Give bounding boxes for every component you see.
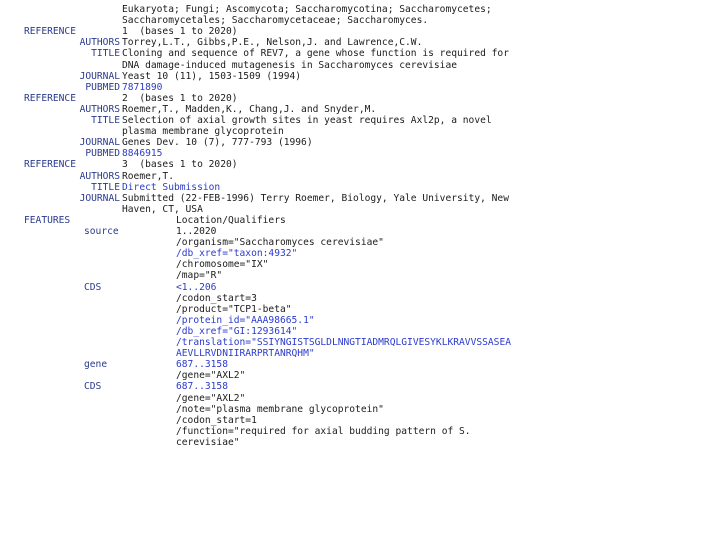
field-value: Haven, CT, USA [122,203,203,215]
field-value: 1 (bases 1 to 2020) [122,26,238,38]
record-line [0,82,720,93]
field-link[interactable]: /db_xref="GI:1293614" [176,325,298,337]
record-line [0,259,720,270]
record-line [0,359,720,370]
field-value: /function="required for axial budding pattern of S. [176,425,471,437]
record-line [0,93,720,104]
field-value: /product="TCP1-beta" [176,303,292,315]
field-link[interactable]: /translation="SSIYNGISTSGLDLNNGTIADMRQLGIVESYKLKRAVVSSASEA [176,337,512,348]
field-key: source [84,226,119,237]
record-line [0,182,720,193]
field-key: TITLE [91,181,120,193]
record-line [0,237,720,248]
record-line [0,104,720,115]
field-key: AUTHORS [79,170,120,182]
field-value: Saccharomycetales; Saccharomycetaceae; Saccharomyces. [122,15,429,27]
field-value: /gene="AXL2" [176,392,246,404]
record-line [0,71,720,82]
record-line [0,193,720,204]
field-value: 2 (bases 1 to 2020) [122,92,238,104]
field-link[interactable]: 687..3158 [176,381,228,393]
field-value: Torrey,L.T., Gibbs,P.E., Nelson,J. and Lawrence,C.W. [122,37,423,49]
record-line [0,437,720,448]
record-line [0,171,720,182]
record-line [0,215,720,226]
field-value: /codon_start=3 [176,292,257,304]
record-line [0,137,720,148]
field-link[interactable]: 7871890 [122,81,163,93]
record-line [0,337,720,348]
record-line [0,226,720,237]
record-line [0,348,720,359]
record-line [0,26,720,37]
record-line [0,248,720,259]
field-value: /map="R" [176,270,223,282]
field-key: JOURNAL [79,192,120,204]
field-link[interactable]: /db_xref="taxon:4932" [176,248,298,260]
field-key: AUTHORS [79,103,120,115]
field-key: JOURNAL [79,70,120,82]
field-link[interactable]: 8846915 [122,148,163,160]
record-line [0,15,720,26]
record-line [0,148,720,159]
field-value: 1..2020 [176,226,217,237]
field-key: REFERENCE [24,26,76,38]
field-link[interactable]: 687..3158 [176,359,228,371]
field-key: PUBMED [85,81,120,93]
field-key: TITLE [91,48,120,60]
record-line [0,426,720,437]
field-value: Roemer,T. [122,170,174,182]
record-line [0,370,720,381]
field-link[interactable]: AEVLLRVDNIIRARPRTANRQHM" [176,348,315,360]
field-link[interactable]: <1..206 [176,281,217,293]
field-value: /codon_start=1 [176,414,257,426]
record-line [0,326,720,337]
field-key: JOURNAL [79,137,120,149]
field-key: REFERENCE [24,159,76,171]
record-line [0,60,720,71]
record-line [0,48,720,59]
field-value: Cloning and sequence of REV7, a gene whose function is required for [122,48,509,60]
field-value: Location/Qualifiers [176,214,286,226]
field-key: PUBMED [85,148,120,160]
field-key: AUTHORS [79,37,120,49]
field-value: Genes Dev. 10 (7), 777-793 (1996) [122,137,313,149]
record-line [0,37,720,48]
field-value: cerevisiae" [176,436,240,448]
record-line [0,381,720,392]
record-line [0,270,720,281]
field-value: plasma membrane glycoprotein [122,126,284,138]
record-line [0,415,720,426]
record-line [0,282,720,293]
field-key: CDS [84,381,102,393]
record-line [0,293,720,304]
field-key: gene [84,359,108,371]
record-line [0,304,720,315]
field-key: FEATURES [24,214,71,226]
record-line [0,315,720,326]
record-line [0,126,720,137]
record-line [0,393,720,404]
field-value: Roemer,T., Madden,K., Chang,J. and Snyder,M. [122,103,377,115]
field-value: /note="plasma membrane glycoprotein" [176,403,384,415]
record-line [0,204,720,215]
field-value: /organism="Saccharomyces cerevisiae" [176,237,384,249]
field-value: /gene="AXL2" [176,370,246,382]
record-line [0,4,720,15]
record-line [0,159,720,170]
field-value: Yeast 10 (11), 1503-1509 (1994) [122,70,302,82]
field-value: Submitted (22-FEB-1996) Terry Roemer, Biology, Yale University, New [122,192,509,204]
field-key: TITLE [91,115,120,126]
record-line [0,404,720,415]
field-value: DNA damage-induced mutagenesis in Saccharomyces cerevisiae [122,59,458,71]
field-value: /chromosome="IX" [176,259,269,271]
field-value: Eukaryota; Fungi; Ascomycota; Saccharomycotina; Saccharomycetes; [122,4,492,15]
field-link[interactable]: Direct Submission [122,181,221,193]
field-key: REFERENCE [24,92,76,104]
field-value: 3 (bases 1 to 2020) [122,159,238,171]
field-value: Selection of axial growth sites in yeast requires Axl2p, a novel [122,115,492,126]
field-key: CDS [84,281,102,293]
field-link[interactable]: /protein_id="AAA98665.1" [176,314,315,326]
record-line [0,115,720,126]
